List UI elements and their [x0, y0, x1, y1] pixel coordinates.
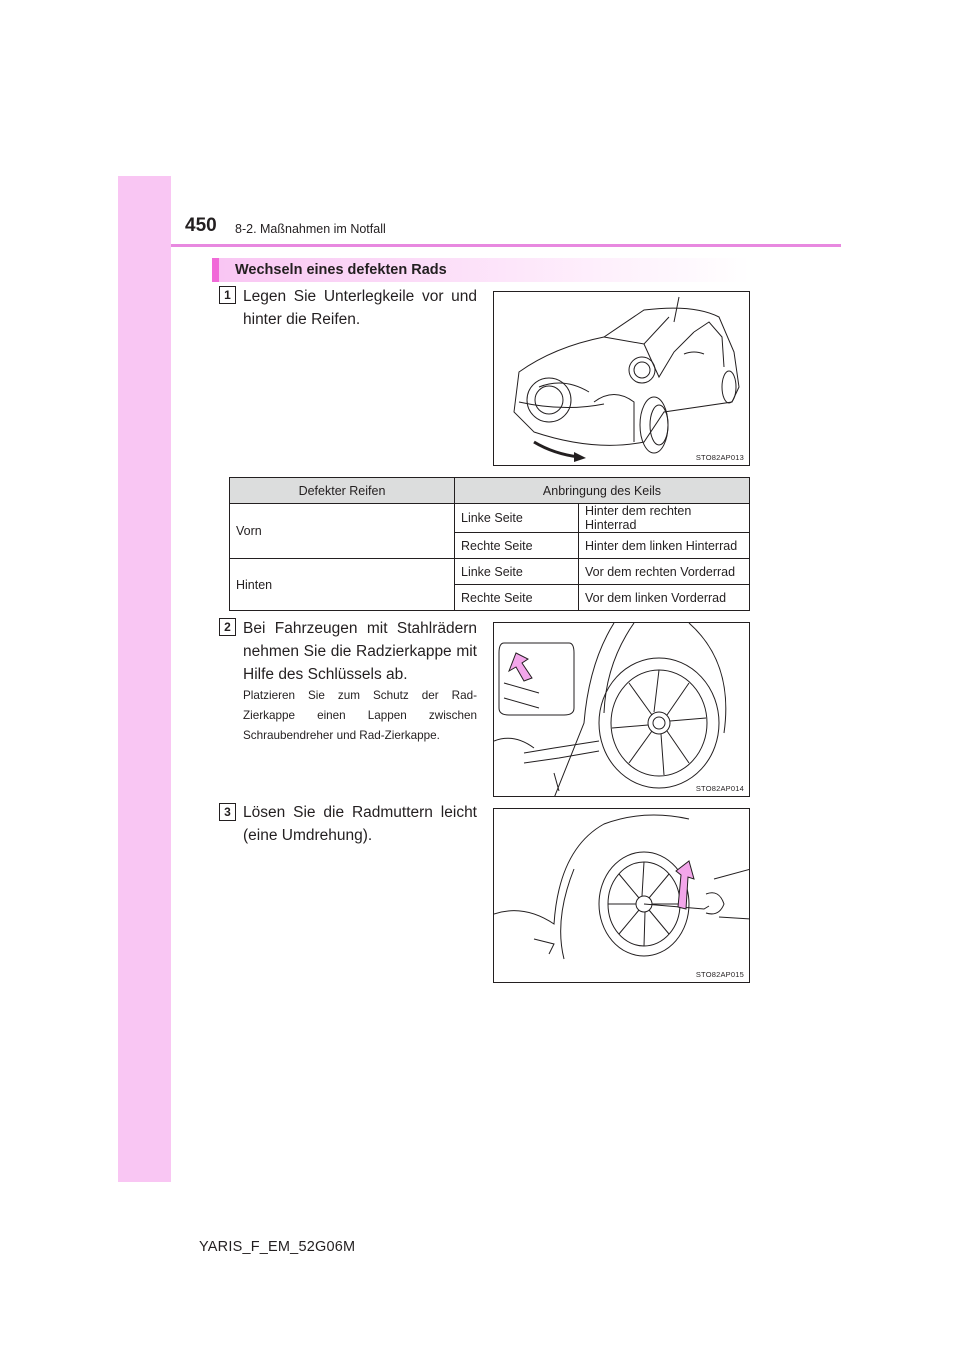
table-header-cell: Anbringung des Keils — [455, 478, 750, 504]
header-rule — [171, 244, 841, 247]
table-header-row — [230, 478, 750, 504]
table-row — [230, 504, 750, 533]
side-cell: Rechte Seite — [455, 585, 579, 611]
step-2-text: Bei Fahrzeugen mit Stahlrädern nehmen Sie die Radzierkappe mit Hilfe des Schlüssels ab. — [243, 620, 477, 683]
step-2-note: Platzieren Sie zum Schutz der Rad-Zierkappe einen Lappen zwischen Schraubendreher und Rad-Zierkappe. — [243, 689, 477, 742]
page-heading: Wechseln eines defekten Rads — [235, 262, 447, 278]
table-header-cell: Defekter Reifen — [230, 478, 455, 504]
step-1-badge: 1 — [219, 286, 236, 304]
step-1-text: Legen Sie Unterlegkeile vor und hinter die Reifen. — [243, 288, 477, 328]
step-3-text: Lösen Sie die Radmuttern leicht (eine Umdrehung). — [243, 804, 477, 844]
figure-code: STO82AP013 — [695, 453, 744, 462]
document-id: YARIS_F_EM_52G06M — [199, 1239, 356, 1255]
group-cell: Vorn — [230, 504, 455, 559]
figure-loosen-nuts — [493, 808, 750, 983]
placement-cell: Hinter dem linken Hinterrad — [579, 533, 750, 559]
section-title: 8-2. Maßnahmen im Notfall — [235, 222, 386, 236]
wheel-chock-table — [229, 477, 750, 611]
figure-hubcap-removal — [493, 622, 750, 797]
side-cell: Rechte Seite — [455, 533, 579, 559]
placement-cell: Vor dem rechten Vorderrad — [579, 559, 750, 585]
hubcap-illustration — [494, 623, 750, 797]
group-cell: Hinten — [230, 559, 455, 611]
page-number: 450 — [185, 215, 217, 236]
step-3-badge: 3 — [219, 803, 236, 821]
placement-cell: Hinter dem rechten Hinterrad — [579, 504, 750, 533]
figure-wheel-chocks — [493, 291, 750, 466]
step-2-badge: 2 — [219, 618, 236, 636]
table-row — [230, 559, 750, 585]
wheel-nut-illustration — [494, 809, 750, 983]
placement-cell: Vor dem linken Vorderrad — [579, 585, 750, 611]
figure-code: STO82AP015 — [695, 970, 744, 979]
heading-bar — [212, 258, 750, 282]
chapter-sidebar-tab — [118, 176, 171, 1182]
figure-code: STO82AP014 — [695, 784, 744, 793]
car-illustration — [494, 292, 750, 466]
side-cell: Linke Seite — [455, 504, 579, 533]
side-cell: Linke Seite — [455, 559, 579, 585]
